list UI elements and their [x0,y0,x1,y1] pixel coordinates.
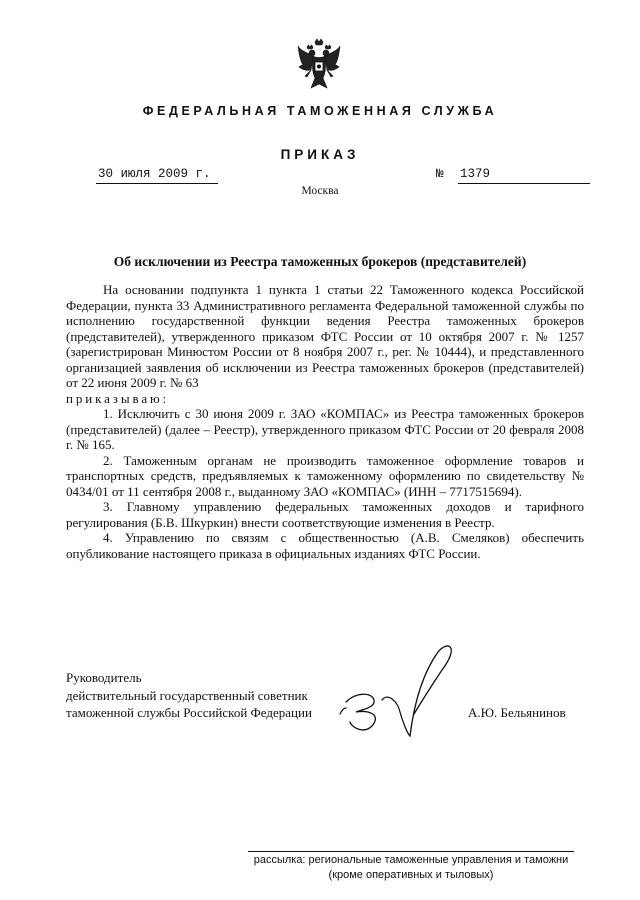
handwritten-signature-icon [338,640,458,740]
number-label: № [436,167,444,181]
signer-title-line-3: таможенной службы Российской Федерации [66,705,312,720]
signer-title-line-1: Руководитель [66,670,142,685]
document-type: ПРИКАЗ [280,147,360,162]
city: Москва [301,185,339,197]
order-item-1: 1. Исключить с 30 июня 2009 г. ЗАО «КОМПАС» из Реестра таможенных брокеров (представителей) (далее – Реестр), утвержденного приказом ФТС России от 20 февраля 2008 г. № 165. [66,406,584,452]
mailing-list [248,851,574,883]
document-body [66,282,584,561]
document-number: 1379 [458,167,590,184]
order-item-4: 4. Управлению по связям с общественностью (А.В. Смеляков) обеспечить опубликование настоящего приказа в официальных изданиях ФТС России. [66,530,584,561]
mailing-line-1: рассылка: региональные таможенные управления и таможни [253,854,569,866]
order-item-3: 3. Главному управлению федеральных таможенных доходов и тарифного регулирования (Б.В. Шкуркин) внести соответствующие изменения в Реестр. [66,499,584,530]
preamble-paragraph: На основании подпункта 1 пункта 1 статьи 22 Таможенного кодекса Российской Федерации, пункта 33 Административного регламента Федеральной таможенной службы по исполнению государственной функции ведения Реестра таможенных брокеров (представителей), утвержденного приказом ФТС России от 10 октября 2007 г. № 1257 (зарегистрирован Минюстом России от 8 ноября 2007 г., рег. № 10444), и представленного организацией заявления об исключении из Реестра таможенных брокеров (представителей) от 22 июня 2009 г. № 63 [66,282,584,390]
document-subject: Об исключении из Реестра таможенных брокеров (представителей) [113,254,527,269]
document-number-field [436,167,588,183]
order-item-2: 2. Таможенным органам не производить таможенное оформление товаров и транспортных средств, предъявляемых к таможенному оформлению по свидетельству № 0434/01 от 11 сентября 2008 г., выданному ЗАО «КОМПАС» (ИНН – 7717515694). [66,452,584,499]
signer-title-line-2: действительный государственный советник [66,687,308,703]
signer-name: А.Ю. Бельянинов [468,705,566,720]
document-date: 30 июля 2009 г. [96,167,218,184]
mailing-line-2: (кроме оперативных и тыловых) [328,869,494,881]
agency-name: ФЕДЕРАЛЬНАЯ ТАМОЖЕННАЯ СЛУЖБА [142,104,498,118]
signer-block [66,669,366,722]
coat-of-arms-emblem-icon [297,38,341,92]
directive-word: приказываю: [66,390,170,406]
